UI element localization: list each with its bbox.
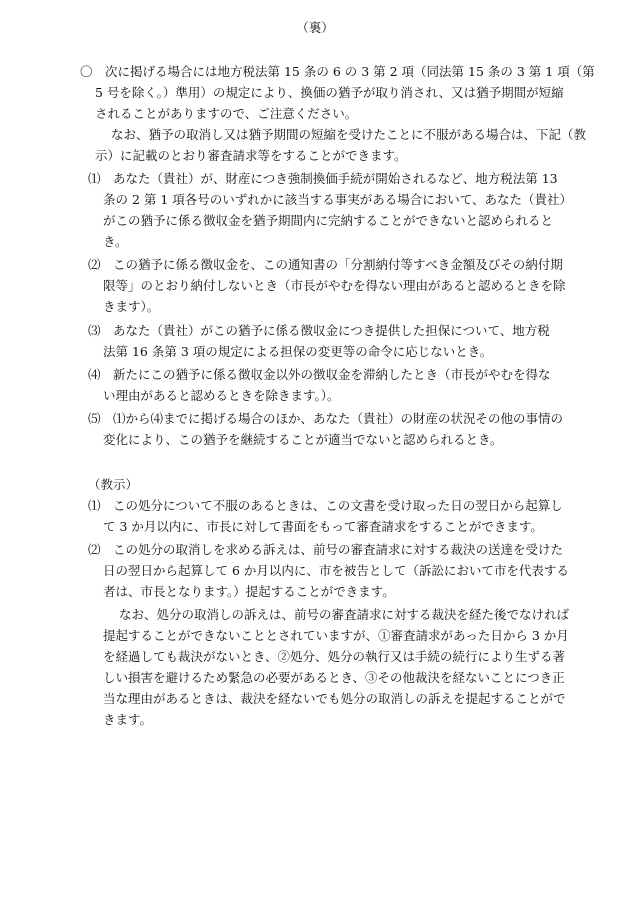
text-line: 〇 次に掲げる場合には地方税法第 15 条の 6 の 3 第 2 項（同法第 15 条の 3 第 1 項（第 xyxy=(80,64,595,79)
text-line: なお、猶予の取消し又は猶予期間の短縮を受けたことに不服がある場合は、下記（教 xyxy=(111,127,587,142)
text-line: がこの猶予に係る徴収金を猶予期間内に完納することができないと認められると xyxy=(103,213,554,228)
text-line: き。 xyxy=(103,234,128,249)
text-line: 条の 2 第 1 項各号のいずれかに該当する事実がある場合において、あなた（貴社） xyxy=(103,192,573,207)
text-line: 当な理由があるときは、裁決を経ないでも処分の取消しの訴えを提起することがで xyxy=(103,691,566,706)
page-header: （裏） xyxy=(296,20,334,35)
text-line: されることがありますので、ご注意ください。 xyxy=(95,106,358,121)
text-line: ⑸ ⑴から⑷までに掲げる場合のほか、あなた（貴社）の財産の状況その他の事情の xyxy=(88,411,564,426)
text-line: ⑴ あなた（貴社）が、財産につき強制換価手続が開始されるなど、地方税法第 13 xyxy=(88,171,558,186)
text-line: きます）。 xyxy=(103,299,160,314)
text-line: 提起することができないこととされていますが、①審査請求があった日から 3 か月 xyxy=(103,628,569,643)
text-line: ⑷ 新たにこの猶予に係る徴収金以外の徴収金を滞納したとき（市長がやむを得な xyxy=(88,367,551,382)
text-line: しい損害を避けるため緊急の必要があるとき、③その他裁決を経ないことにつき正 xyxy=(103,670,565,685)
text-line: 変化により、この猶予を継続することが適当でないと認められるとき。 xyxy=(103,432,503,447)
text-line: ⑴ この処分について不服のあるときは、この文書を受け取った日の翌日から起算し xyxy=(88,498,563,513)
text-line: ⑵ この処分の取消しを求める訴えは、前号の審査請求に対する裁決の送達を受けた xyxy=(88,542,564,557)
text-line: 5 号を除く。）準用）の規定により、換価の猶予が取り消され、又は猶予期間が短縮 xyxy=(95,85,564,100)
text-line: て 3 か月以内に、市長に対して書面をもって審査請求をすることができます。 xyxy=(103,519,543,534)
text-line: きます。 xyxy=(103,712,153,727)
text-line: ⑵ この猶予に係る徴収金を、この通知書の「分割納付等すべき金額及びその納付期 xyxy=(88,257,563,272)
text-line: ⑶ あなた（貴社）がこの猶予に係る徴収金につき提供した担保について、地方税 xyxy=(88,323,550,338)
text-line: 者は、市長となります。）提起することができます。 xyxy=(103,584,395,599)
text-line: 限等」のとおり納付しないとき（市長がやむを得ない理由があると認めるときを除 xyxy=(103,278,566,293)
text-line: い理由があると認めるときを除きます。）。 xyxy=(103,388,340,403)
text-line: 示）に記載のとおり審査請求等をすることができます。 xyxy=(95,148,407,163)
instruction-heading: （教示） xyxy=(88,477,139,492)
text-line: 日の翌日から起算して 6 か月以内に、市を被告として（訴訟において市を代表する xyxy=(103,563,569,578)
text-line: を経過しても裁決がないとき、②処分、処分の執行又は手続の続行により生ずる著 xyxy=(103,649,566,664)
text-line: なお、処分の取消しの訴えは、前号の審査請求に対する裁決を経た後でなければ xyxy=(119,607,570,622)
text-line: 法第 16 条第 3 項の規定による担保の変更等の命令に応じないとき。 xyxy=(103,344,493,359)
